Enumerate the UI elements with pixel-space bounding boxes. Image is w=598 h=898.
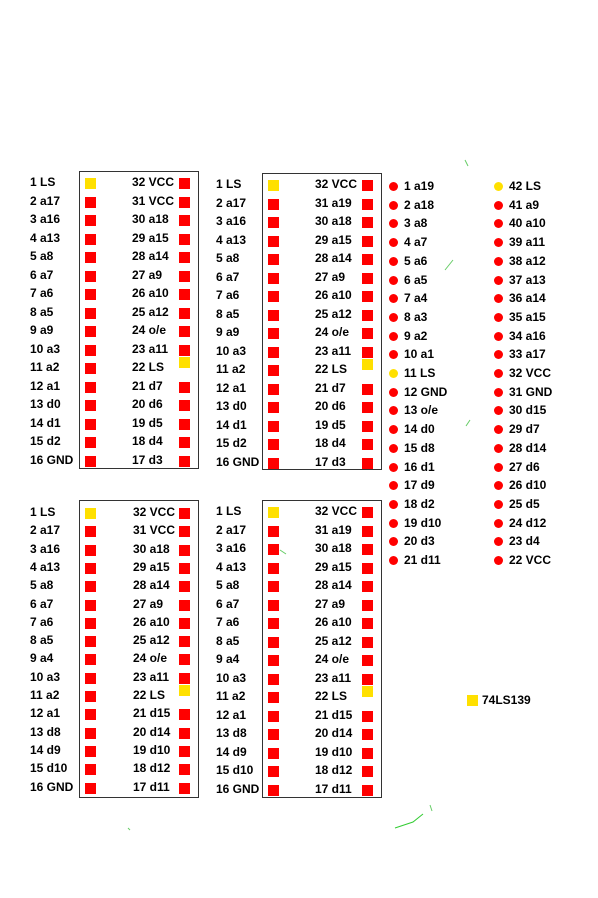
pin-label: 23 a11 — [315, 670, 352, 685]
pin-label: 9 a4 — [216, 652, 240, 666]
pin-label: 2 a17 — [216, 522, 247, 537]
pin-label: 16 GND — [216, 781, 260, 796]
connector-pin-label: 26 d10 — [509, 478, 547, 493]
connector-pin-label: 34 a16 — [509, 328, 546, 343]
connector-pin-label: 14 d0 — [404, 422, 435, 437]
pin-label: 18 d12 — [315, 763, 353, 777]
pin-label: 8 a5 — [216, 306, 240, 321]
connector-pin-label: 15 d8 — [404, 440, 435, 455]
pin-label: 17 d3 — [315, 454, 346, 469]
pin-label: 11 a2 — [216, 689, 246, 703]
connector-pin-label: 38 a12 — [509, 253, 546, 268]
pin-label: 7 a6 — [30, 614, 54, 629]
pin-label: 32 VCC — [315, 177, 358, 191]
pin-label: 27 a9 — [133, 596, 164, 611]
pin-label: 9 a9 — [216, 325, 240, 339]
pin-label: 19 d5 — [132, 415, 163, 430]
pin-label: 15 d2 — [216, 436, 247, 450]
pin-label: 22 LS — [315, 362, 348, 376]
connector-pin-label: 40 a10 — [509, 216, 546, 231]
pin-label: 16 GND — [216, 454, 260, 469]
connector-pin-label: 27 d6 — [509, 459, 540, 474]
pin-label: 26 a10 — [315, 288, 352, 302]
pin-label: 22 LS — [315, 689, 348, 703]
pin-label: 8 a5 — [30, 633, 54, 648]
pin-label: 11 a2 — [30, 360, 60, 374]
pin-label: 27 a9 — [315, 269, 346, 284]
pin-label: 7 a6 — [216, 615, 240, 629]
pin-label: 14 d9 — [216, 744, 247, 759]
pin-label: 3 a16 — [30, 212, 61, 226]
pin-label: 21 d7 — [315, 380, 346, 395]
connector-pin-label: 11 LS — [404, 366, 436, 380]
legend-label: 74LS139 — [482, 693, 531, 707]
connector-pin-label: 33 a17 — [509, 347, 546, 362]
pin-label: 9 a4 — [30, 651, 54, 666]
pin-label: 32 VCC — [315, 504, 358, 518]
pin-label: 1 LS — [216, 177, 242, 191]
pin-label: 10 a3 — [216, 670, 247, 685]
pin-label: 21 d15 — [315, 707, 353, 722]
pin-label: 14 d1 — [216, 417, 247, 432]
pin-label: 10 a3 — [216, 343, 247, 358]
pin-label: 30 a18 — [315, 541, 352, 555]
pin-label: 24 o/e — [315, 652, 350, 666]
connector-pin-label: 2 a18 — [404, 197, 435, 212]
pin-label: 28 a14 — [315, 578, 352, 592]
pin-label: 26 a10 — [133, 614, 170, 629]
pin-label: 22 LS — [132, 360, 165, 374]
connector-pin-label: 30 d15 — [509, 403, 547, 418]
pin-label: 19 d10 — [315, 744, 353, 759]
pin-label: 21 d15 — [133, 706, 171, 721]
pin-label: 2 a17 — [216, 195, 247, 210]
pin-label: 3 a16 — [216, 214, 247, 228]
connector-pin-label: 18 d2 — [404, 496, 435, 511]
connector-pin-label: 37 a13 — [509, 272, 546, 287]
pin-label: 23 a11 — [132, 341, 169, 356]
connector-pin-label: 3 a8 — [404, 216, 428, 231]
pin-label: 7 a6 — [30, 286, 54, 300]
pin-label: 30 a18 — [315, 214, 352, 228]
pin-label: 22 LS — [133, 688, 166, 702]
connector-pin-label: 35 a15 — [509, 309, 546, 324]
pin-label: 16 GND — [30, 779, 74, 794]
connector-pin-label: 7 a4 — [404, 291, 428, 306]
pin-label: 6 a7 — [216, 596, 240, 611]
connector-pin-label: 13 o/e — [404, 403, 439, 418]
pin-label: 1 LS — [30, 505, 56, 519]
pin-label: 9 a9 — [30, 323, 54, 337]
connector-pin-label: 39 a11 — [509, 235, 546, 250]
pin-label: 23 a11 — [315, 343, 352, 358]
connector-pin-label: 28 d14 — [509, 440, 547, 455]
connector-pin-label: 9 a2 — [404, 328, 428, 343]
pin-label: 8 a5 — [30, 304, 54, 319]
pin-label: 13 d0 — [30, 397, 61, 411]
pin-label: 24 o/e — [315, 325, 350, 339]
pin-label: 6 a7 — [30, 596, 54, 611]
pin-label: 13 d8 — [30, 724, 61, 739]
pin-label: 32 VCC — [133, 505, 176, 519]
pin-label: 25 a12 — [132, 304, 169, 319]
pin-label: 18 d4 — [132, 434, 163, 448]
pin-label: 28 a14 — [315, 251, 352, 265]
pin-label: 30 a18 — [132, 212, 169, 226]
pin-label: 3 a16 — [216, 541, 247, 555]
pin-label: 2 a17 — [30, 193, 61, 208]
pin-label: 28 a14 — [132, 249, 169, 263]
connector-pin-label: 8 a3 — [404, 309, 428, 324]
pin-label: 10 a3 — [30, 341, 61, 356]
pin-label: 25 a12 — [133, 633, 170, 648]
pin-label: 24 o/e — [132, 323, 167, 337]
pin-label: 5 a8 — [30, 578, 54, 593]
pin-label: 4 a13 — [216, 232, 247, 247]
connector-pin-label: 21 d11 — [404, 553, 441, 567]
pin-label: 29 a15 — [315, 232, 352, 247]
pin-label: 10 a3 — [30, 669, 61, 684]
pin-label: 12 a1 — [30, 378, 61, 393]
pin-label: 17 d11 — [133, 779, 170, 794]
pin-label: 31 a19 — [315, 195, 352, 210]
pin-label: 4 a13 — [30, 559, 61, 574]
connector-pin-label: 41 a9 — [509, 197, 540, 212]
pin-label: 27 a9 — [132, 267, 163, 282]
pin-label: 24 o/e — [133, 651, 168, 666]
pin-label: 29 a15 — [132, 230, 169, 245]
connector-pin-label: 19 d10 — [404, 515, 442, 530]
pin-label: 11 a2 — [30, 688, 60, 702]
pin-label: 15 d2 — [30, 434, 61, 448]
pin-label: 18 d4 — [315, 436, 346, 450]
pin-label: 14 d1 — [30, 415, 61, 430]
pin-label: 5 a8 — [30, 249, 54, 263]
pin-label: 21 d7 — [132, 378, 163, 393]
pin-label: 1 LS — [30, 175, 56, 189]
connector-pin-label: 16 d1 — [404, 459, 435, 474]
connector-pin-label: 29 d7 — [509, 422, 540, 437]
pin-label: 6 a7 — [216, 269, 240, 284]
pin-label: 18 d12 — [133, 761, 171, 776]
connector-pin-label: 6 a5 — [404, 272, 428, 287]
connector-pin-label: 17 d9 — [404, 478, 435, 493]
connector-pin-label: 23 d4 — [509, 534, 540, 549]
pin-label: 26 a10 — [132, 286, 169, 300]
connector-pin-label: 5 a6 — [404, 253, 428, 268]
pin-label: 3 a16 — [30, 541, 61, 556]
pin-label: 5 a8 — [216, 251, 240, 265]
pin-label: 2 a17 — [30, 523, 61, 538]
connector-pin-label: 10 a1 — [404, 347, 435, 362]
pin-label: 31 VCC — [133, 523, 176, 538]
pin-label: 28 a14 — [133, 578, 170, 593]
pin-label: 12 a1 — [216, 707, 247, 722]
pin-label: 27 a9 — [315, 596, 346, 611]
pin-label: 4 a13 — [216, 559, 247, 574]
pin-label: 15 d10 — [30, 761, 68, 776]
pin-label: 29 a15 — [315, 559, 352, 574]
pin-label: 32 VCC — [132, 175, 175, 189]
connector-pin-label: 36 a14 — [509, 291, 546, 306]
connector-pin-label: 1 a19 — [404, 179, 435, 193]
connector-pin-label: 12 GND — [404, 384, 448, 399]
pin-label: 12 a1 — [30, 706, 61, 721]
pin-label: 20 d6 — [315, 399, 346, 413]
pin-label: 31 VCC — [132, 193, 175, 208]
connector-pin-label: 24 d12 — [509, 515, 547, 530]
pin-label: 25 a12 — [315, 306, 352, 321]
pin-label: 20 d14 — [133, 724, 171, 739]
pin-label: 11 a2 — [216, 362, 246, 376]
pin-label: 6 a7 — [30, 267, 54, 282]
pin-label: 19 d10 — [133, 742, 171, 757]
pin-label: 29 a15 — [133, 559, 170, 574]
connector-pin-label: 42 LS — [509, 179, 542, 193]
connector-pin-label: 22 VCC — [509, 553, 552, 567]
pin-label: 25 a12 — [315, 633, 352, 648]
pin-label: 23 a11 — [133, 669, 170, 684]
pin-label: 4 a13 — [30, 230, 61, 245]
pin-label: 7 a6 — [216, 288, 240, 302]
pin-label: 17 d11 — [315, 781, 352, 796]
connector-pin-label: 31 GND — [509, 384, 553, 399]
pin-label: 5 a8 — [216, 578, 240, 592]
pin-label: 1 LS — [216, 504, 242, 518]
pin-label: 31 a19 — [315, 522, 352, 537]
pin-label: 20 d14 — [315, 726, 353, 740]
pin-label: 13 d8 — [216, 726, 247, 740]
pin-label: 20 d6 — [132, 397, 163, 411]
connector-pin-label: 20 d3 — [404, 534, 435, 549]
pin-label: 12 a1 — [216, 380, 247, 395]
pin-label: 15 d10 — [216, 763, 254, 777]
pin-label: 17 d3 — [132, 452, 163, 467]
pin-label: 13 d0 — [216, 399, 247, 413]
connector-pin-label: 4 a7 — [404, 235, 428, 250]
pin-label: 16 GND — [30, 452, 74, 467]
pin-label: 8 a5 — [216, 633, 240, 648]
pin-label: 26 a10 — [315, 615, 352, 629]
pin-label: 14 d9 — [30, 742, 61, 757]
connector-pin-label: 25 d5 — [509, 496, 540, 511]
pin-label: 19 d5 — [315, 417, 346, 432]
connector-pin-label: 32 VCC — [509, 366, 552, 380]
pin-label: 30 a18 — [133, 541, 170, 556]
